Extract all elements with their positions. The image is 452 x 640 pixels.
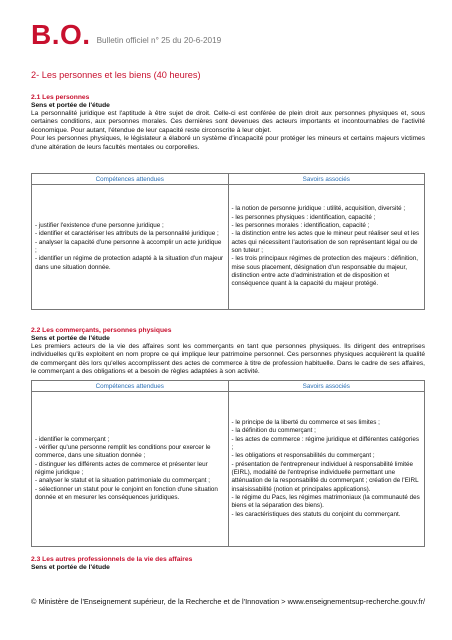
page-footer: © Ministère de l'Enseignement supérieur, de la Recherche et de l'Innovation > www.enseignementsup-recherche.gouv.fr/	[31, 597, 426, 606]
sens-portee-heading: Sens et portée de l'étude	[31, 564, 110, 571]
list-item: - analyser la capacité d'une personne à accomplir un acte juridique ;	[35, 238, 222, 254]
subsection-heading-personnes: 2.1 Les personnes	[31, 94, 90, 101]
list-item: - les actes de commerce : régime juridique et différentes catégories ;	[231, 435, 419, 451]
paragraph-text: Pour les personnes physiques, le législateur a élaboré un système d'incapacité pour protéger les mineurs et certains majeurs victimes d'une altération de leurs facultés mentales ou corporelles.	[31, 135, 425, 151]
list-item: - les personnes morales : identification, capacité ;	[231, 221, 370, 229]
competences-cell	[32, 185, 229, 310]
page-header	[31, 19, 222, 50]
bo-logo: B.O.	[31, 19, 91, 50]
subsection-heading-autres-professionnels: 2.3 Les autres professionnels de la vie des affaires	[31, 556, 193, 563]
list-item: - sélectionner un statut pour le conjoint en fonction d'une situation donnée et en mesurer les conséquences juridiques.	[35, 485, 218, 502]
subsection-heading-commercants: 2.2 Les commerçants, personnes physiques	[31, 327, 172, 334]
list-item: - la distinction entre les actes que le mineur peut réaliser seul et les actes qui nécessitent l'autorisation de son représentant légal ou de son tuteur ;	[231, 230, 420, 254]
list-item: - analyser le statut et la situation patrimoniale du commerçant ;	[35, 477, 210, 485]
list-item: - les caractéristiques des statuts du conjoint du commerçant.	[231, 510, 401, 518]
list-item: - distinguer les différents actes de commerce et présenter leur régime juridique ;	[35, 460, 208, 476]
sens-portee-heading: Sens et portée de l'étude	[31, 335, 110, 342]
competences-table-commercants	[31, 380, 425, 547]
paragraph-text: Les premiers acteurs de la vie des affaires sont les commerçants en tant que personnes physiques. Ils dirigent des entreprises individuelles qu'ils exploitent en nom propre ce qui implique leur patrimoine personnel. Ces personnes physiques acquièrent la qualité de commerçant dès lors qu'elles accomplissent des actes de commerce à titre de profession habituelle. Dans le cadre de ses affaires, le commerçant a des obligations et a besoin de règles adaptées à son activité.	[31, 343, 425, 376]
list-item: - les obligations et responsabilités du commerçant ;	[231, 452, 375, 460]
paragraph-commercants	[31, 343, 425, 377]
list-item: - le régime du Pacs, les régimes matrimoniaux (la communauté des biens et la séparation des biens).	[231, 494, 420, 510]
list-item: - identifier le commerçant ;	[35, 435, 110, 443]
list-item: - présentation de l'entrepreneur individuel à responsabilité limitée (EIRL), modalité de l'entreprise individuelle permettant une atténuation de la responsabilité du commerçant ; création de l'EIRL insaisissabilité (notion et principales applications).	[231, 460, 419, 493]
column-header-competences: Compétences attendues	[32, 381, 229, 392]
column-header-savoirs: Savoirs associés	[228, 381, 425, 392]
competences-table-personnes	[31, 173, 425, 310]
competences-cell	[32, 392, 229, 547]
list-item: - identifier un régime de protection adapté à la situation d'un majeur dans une situation donnée.	[35, 255, 224, 271]
list-item: - la notion de personne juridique : utilité, acquisition, diversité ;	[231, 205, 406, 213]
list-item: - vérifier qu'une personne remplit les conditions pour exercer le commerce, dans une situation donnée ;	[35, 443, 211, 460]
savoirs-cell	[228, 392, 425, 547]
column-header-competences: Compétences attendues	[32, 174, 229, 185]
list-item: - identifier et caractériser les attributs de la personnalité juridique ;	[35, 230, 219, 238]
savoirs-cell	[228, 185, 425, 310]
paragraph-personnes	[31, 110, 425, 152]
list-item: - le principe de la liberté du commerce et ses limites ;	[231, 418, 380, 426]
column-header-savoirs: Savoirs associés	[228, 174, 425, 185]
bulletin-title: Bulletin officiel n° 25 du 20-6-2019	[96, 36, 222, 45]
list-item: - les personnes physiques : identification, capacité ;	[231, 213, 376, 221]
list-item: - justifier l'existence d'une personne juridique ;	[35, 221, 164, 229]
list-item: - la définition du commerçant ;	[231, 427, 316, 435]
list-item: - les trois principaux régimes de protection des majeurs : définition, mise sous placement, désignation d'un responsable du majeur, distinction entre acte d'administration et de disposition et conséquence quant à la capacité du majeur protégé.	[231, 255, 419, 288]
paragraph-text: La personnalité juridique est l'aptitude à être sujet de droit. Celle-ci est conférée de plein droit aux personnes physiques et, sous certaines conditions, aux personnes morales. Ces dernières sont devenues des acteurs importants et incontournables de l'activité économique. Pour autant, l'étendue de leur capacité reste circonscrite à leur objet.	[31, 110, 425, 134]
section-title: 2- Les personnes et les biens (40 heures)	[31, 70, 201, 80]
sens-portee-heading: Sens et portée de l'étude	[31, 102, 110, 109]
